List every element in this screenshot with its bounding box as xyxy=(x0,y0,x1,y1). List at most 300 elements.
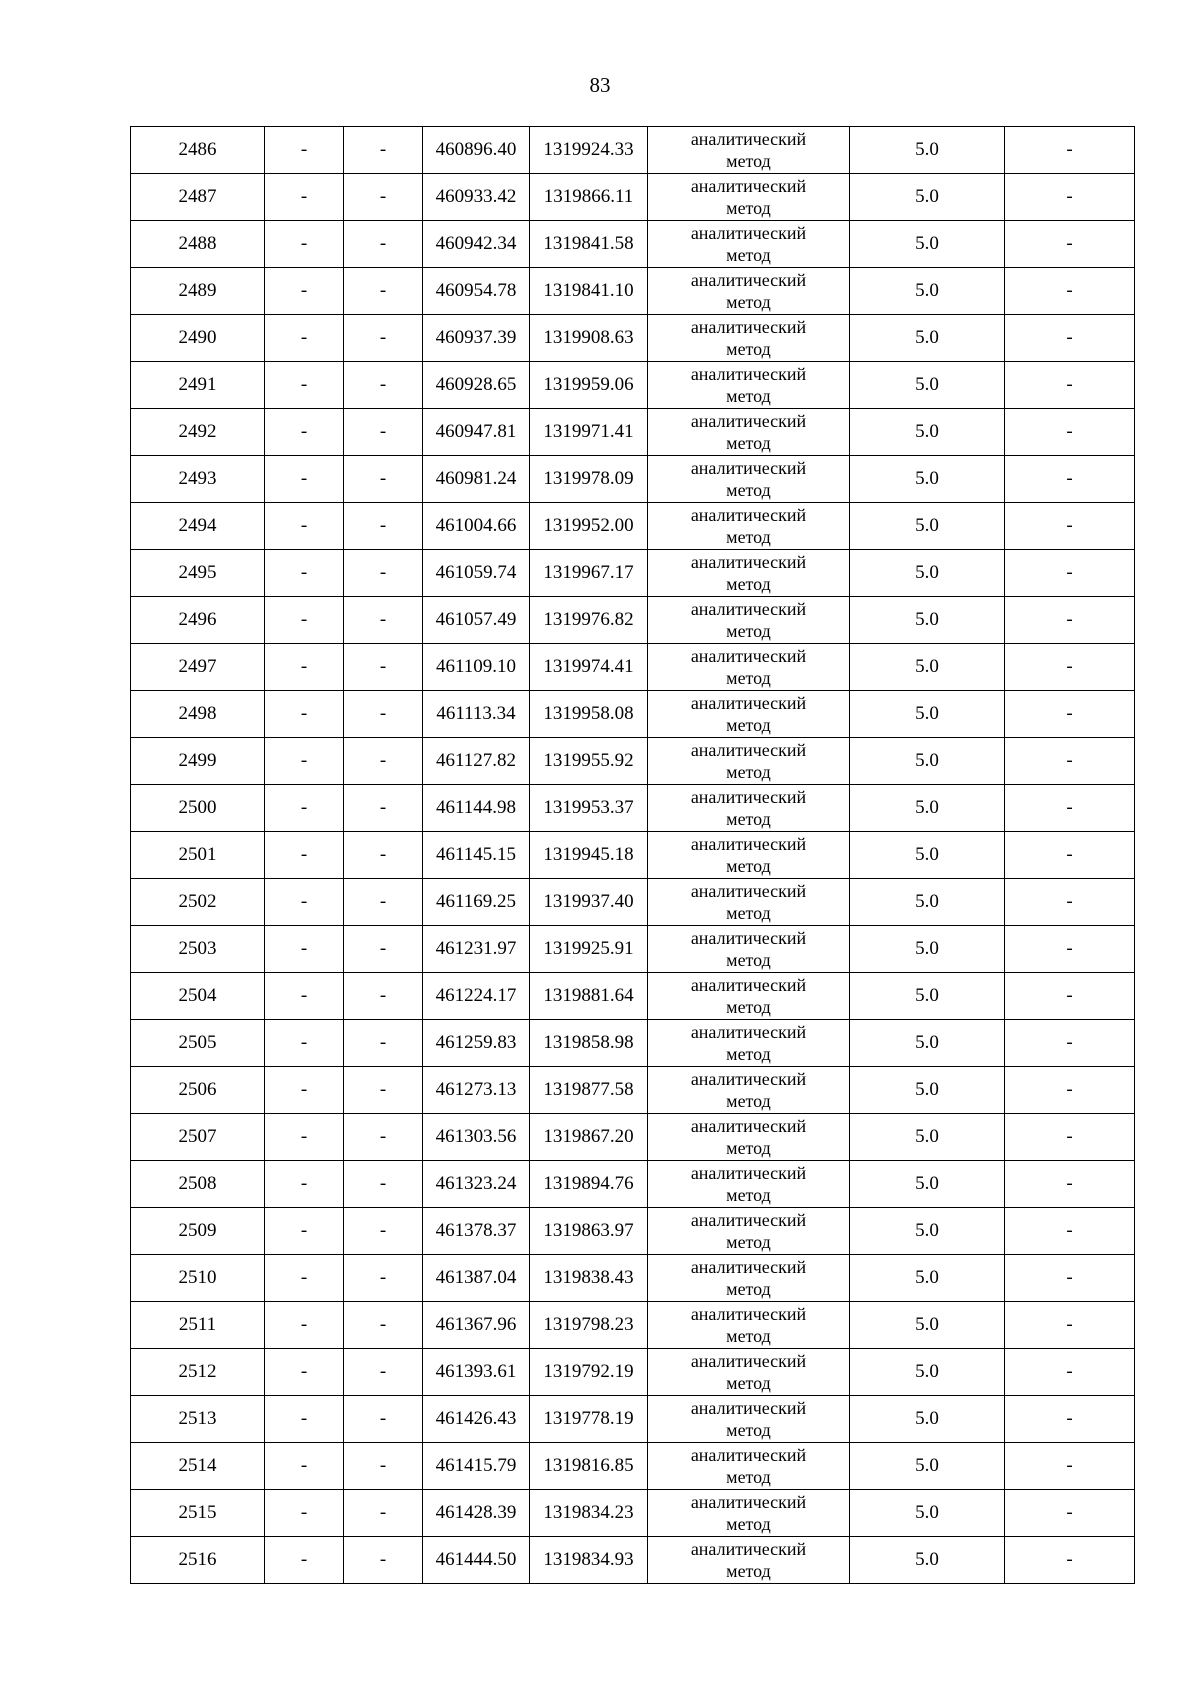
y-coordinate-cell: 1319971.41 xyxy=(530,409,648,456)
method-cell xyxy=(648,1161,850,1208)
point-number-cell: 2501 xyxy=(131,832,265,879)
point-number-cell: 2487 xyxy=(131,174,265,221)
method-line-2: метод xyxy=(726,245,771,265)
x-coordinate-cell: 461444.50 xyxy=(423,1537,530,1584)
empty-dash-cell: - xyxy=(344,738,423,785)
empty-dash-cell: - xyxy=(344,1208,423,1255)
empty-dash-cell: - xyxy=(344,832,423,879)
method-line-1: аналитический xyxy=(690,317,807,337)
table-row xyxy=(131,127,1135,174)
method-line-1: аналитический xyxy=(690,223,807,243)
method-line-1: аналитический xyxy=(690,505,807,525)
y-coordinate-cell: 1319881.64 xyxy=(530,973,648,1020)
empty-dash-cell: - xyxy=(265,1208,344,1255)
empty-dash-cell: - xyxy=(265,597,344,644)
point-number-cell: 2506 xyxy=(131,1067,265,1114)
table-row xyxy=(131,503,1135,550)
table-row xyxy=(131,1443,1135,1490)
method-line-1: аналитический xyxy=(690,129,807,149)
method-line-2: метод xyxy=(726,668,771,688)
description-dash-cell: - xyxy=(1005,127,1135,174)
method-line-1: аналитический xyxy=(690,176,807,196)
method-line-1: аналитический xyxy=(690,1539,807,1559)
description-dash-cell: - xyxy=(1005,1349,1135,1396)
method-line-1: аналитический xyxy=(690,1210,807,1230)
description-dash-cell: - xyxy=(1005,1537,1135,1584)
description-dash-cell: - xyxy=(1005,1114,1135,1161)
empty-dash-cell: - xyxy=(265,550,344,597)
method-line-2: метод xyxy=(726,1138,771,1158)
method-line-1: аналитический xyxy=(690,1351,807,1371)
y-coordinate-cell: 1319841.10 xyxy=(530,268,648,315)
table-row xyxy=(131,785,1135,832)
x-coordinate-cell: 461059.74 xyxy=(423,550,530,597)
empty-dash-cell: - xyxy=(265,644,344,691)
description-dash-cell: - xyxy=(1005,738,1135,785)
method-cell xyxy=(648,1067,850,1114)
empty-dash-cell: - xyxy=(344,1396,423,1443)
method-line-2: метод xyxy=(726,621,771,641)
accuracy-cell: 5.0 xyxy=(850,456,1005,503)
method-cell xyxy=(648,738,850,785)
description-dash-cell: - xyxy=(1005,268,1135,315)
accuracy-cell: 5.0 xyxy=(850,503,1005,550)
table-row xyxy=(131,973,1135,1020)
x-coordinate-cell: 460947.81 xyxy=(423,409,530,456)
accuracy-cell: 5.0 xyxy=(850,1443,1005,1490)
method-line-2: метод xyxy=(726,198,771,218)
table-row xyxy=(131,1490,1135,1537)
description-dash-cell: - xyxy=(1005,1067,1135,1114)
method-cell xyxy=(648,1114,850,1161)
empty-dash-cell: - xyxy=(344,1302,423,1349)
x-coordinate-cell: 461378.37 xyxy=(423,1208,530,1255)
point-number-cell: 2515 xyxy=(131,1490,265,1537)
method-cell xyxy=(648,597,850,644)
x-coordinate-cell: 461387.04 xyxy=(423,1255,530,1302)
y-coordinate-cell: 1319924.33 xyxy=(530,127,648,174)
method-line-1: аналитический xyxy=(690,975,807,995)
description-dash-cell: - xyxy=(1005,315,1135,362)
method-line-2: метод xyxy=(726,339,771,359)
method-line-2: метод xyxy=(726,1467,771,1487)
description-dash-cell: - xyxy=(1005,879,1135,926)
point-number-cell: 2504 xyxy=(131,973,265,1020)
point-number-cell: 2497 xyxy=(131,644,265,691)
y-coordinate-cell: 1319978.09 xyxy=(530,456,648,503)
table-row xyxy=(131,409,1135,456)
y-coordinate-cell: 1319798.23 xyxy=(530,1302,648,1349)
accuracy-cell: 5.0 xyxy=(850,268,1005,315)
coordinates-table xyxy=(130,126,1135,1584)
method-line-2: метод xyxy=(726,1185,771,1205)
description-dash-cell: - xyxy=(1005,832,1135,879)
empty-dash-cell: - xyxy=(344,362,423,409)
table-row xyxy=(131,1255,1135,1302)
y-coordinate-cell: 1319834.23 xyxy=(530,1490,648,1537)
table-row xyxy=(131,268,1135,315)
point-number-cell: 2508 xyxy=(131,1161,265,1208)
x-coordinate-cell: 460942.34 xyxy=(423,221,530,268)
method-line-2: метод xyxy=(726,1514,771,1534)
description-dash-cell: - xyxy=(1005,1396,1135,1443)
x-coordinate-cell: 461057.49 xyxy=(423,597,530,644)
description-dash-cell: - xyxy=(1005,1020,1135,1067)
point-number-cell: 2513 xyxy=(131,1396,265,1443)
accuracy-cell: 5.0 xyxy=(850,1302,1005,1349)
accuracy-cell: 5.0 xyxy=(850,1114,1005,1161)
y-coordinate-cell: 1319976.82 xyxy=(530,597,648,644)
method-line-2: метод xyxy=(726,856,771,876)
x-coordinate-cell: 461428.39 xyxy=(423,1490,530,1537)
description-dash-cell: - xyxy=(1005,1302,1135,1349)
method-cell xyxy=(648,1255,850,1302)
empty-dash-cell: - xyxy=(344,691,423,738)
x-coordinate-cell: 461426.43 xyxy=(423,1396,530,1443)
method-line-2: метод xyxy=(726,386,771,406)
accuracy-cell: 5.0 xyxy=(850,1067,1005,1114)
accuracy-cell: 5.0 xyxy=(850,550,1005,597)
table-row xyxy=(131,832,1135,879)
empty-dash-cell: - xyxy=(265,1161,344,1208)
y-coordinate-cell: 1319974.41 xyxy=(530,644,648,691)
accuracy-cell: 5.0 xyxy=(850,597,1005,644)
method-cell xyxy=(648,926,850,973)
description-dash-cell: - xyxy=(1005,1255,1135,1302)
table-row xyxy=(131,1208,1135,1255)
empty-dash-cell: - xyxy=(265,691,344,738)
empty-dash-cell: - xyxy=(344,503,423,550)
empty-dash-cell: - xyxy=(344,550,423,597)
x-coordinate-cell: 461393.61 xyxy=(423,1349,530,1396)
method-line-2: метод xyxy=(726,903,771,923)
x-coordinate-cell: 460928.65 xyxy=(423,362,530,409)
point-number-cell: 2507 xyxy=(131,1114,265,1161)
method-line-1: аналитический xyxy=(690,1445,807,1465)
method-line-1: аналитический xyxy=(690,928,807,948)
y-coordinate-cell: 1319834.93 xyxy=(530,1537,648,1584)
point-number-cell: 2511 xyxy=(131,1302,265,1349)
y-coordinate-cell: 1319877.58 xyxy=(530,1067,648,1114)
empty-dash-cell: - xyxy=(344,926,423,973)
method-cell xyxy=(648,644,850,691)
method-line-1: аналитический xyxy=(690,1492,807,1512)
empty-dash-cell: - xyxy=(265,1443,344,1490)
empty-dash-cell: - xyxy=(344,1161,423,1208)
empty-dash-cell: - xyxy=(344,315,423,362)
method-line-1: аналитический xyxy=(690,364,807,384)
y-coordinate-cell: 1319958.08 xyxy=(530,691,648,738)
method-line-1: аналитический xyxy=(690,740,807,760)
description-dash-cell: - xyxy=(1005,1490,1135,1537)
table-row xyxy=(131,315,1135,362)
method-cell xyxy=(648,409,850,456)
table-row xyxy=(131,738,1135,785)
method-line-2: метод xyxy=(726,574,771,594)
method-line-1: аналитический xyxy=(690,834,807,854)
method-line-2: метод xyxy=(726,527,771,547)
point-number-cell: 2486 xyxy=(131,127,265,174)
point-number-cell: 2514 xyxy=(131,1443,265,1490)
empty-dash-cell: - xyxy=(344,268,423,315)
empty-dash-cell: - xyxy=(344,174,423,221)
accuracy-cell: 5.0 xyxy=(850,926,1005,973)
empty-dash-cell: - xyxy=(344,1443,423,1490)
accuracy-cell: 5.0 xyxy=(850,1255,1005,1302)
x-coordinate-cell: 461144.98 xyxy=(423,785,530,832)
point-number-cell: 2498 xyxy=(131,691,265,738)
empty-dash-cell: - xyxy=(265,503,344,550)
method-cell xyxy=(648,315,850,362)
page-number: 83 xyxy=(589,73,611,97)
empty-dash-cell: - xyxy=(265,456,344,503)
x-coordinate-cell: 461109.10 xyxy=(423,644,530,691)
table-row xyxy=(131,597,1135,644)
method-line-1: аналитический xyxy=(690,646,807,666)
x-coordinate-cell: 461224.17 xyxy=(423,973,530,1020)
point-number-cell: 2491 xyxy=(131,362,265,409)
method-line-2: метод xyxy=(726,292,771,312)
method-line-2: метод xyxy=(726,762,771,782)
method-cell xyxy=(648,1208,850,1255)
method-cell xyxy=(648,1443,850,1490)
y-coordinate-cell: 1319816.85 xyxy=(530,1443,648,1490)
method-cell xyxy=(648,1396,850,1443)
method-cell xyxy=(648,503,850,550)
accuracy-cell: 5.0 xyxy=(850,973,1005,1020)
description-dash-cell: - xyxy=(1005,1208,1135,1255)
point-number-cell: 2494 xyxy=(131,503,265,550)
empty-dash-cell: - xyxy=(344,644,423,691)
method-line-2: метод xyxy=(726,1279,771,1299)
method-cell xyxy=(648,456,850,503)
empty-dash-cell: - xyxy=(265,409,344,456)
accuracy-cell: 5.0 xyxy=(850,1490,1005,1537)
x-coordinate-cell: 461273.13 xyxy=(423,1067,530,1114)
y-coordinate-cell: 1319945.18 xyxy=(530,832,648,879)
empty-dash-cell: - xyxy=(265,127,344,174)
description-dash-cell: - xyxy=(1005,362,1135,409)
table-row xyxy=(131,221,1135,268)
description-dash-cell: - xyxy=(1005,174,1135,221)
method-cell xyxy=(648,973,850,1020)
empty-dash-cell: - xyxy=(344,456,423,503)
accuracy-cell: 5.0 xyxy=(850,1396,1005,1443)
table-row xyxy=(131,550,1135,597)
empty-dash-cell: - xyxy=(265,315,344,362)
method-cell xyxy=(648,127,850,174)
point-number-cell: 2505 xyxy=(131,1020,265,1067)
x-coordinate-cell: 460981.24 xyxy=(423,456,530,503)
table-row xyxy=(131,879,1135,926)
y-coordinate-cell: 1319952.00 xyxy=(530,503,648,550)
y-coordinate-cell: 1319959.06 xyxy=(530,362,648,409)
method-cell xyxy=(648,362,850,409)
accuracy-cell: 5.0 xyxy=(850,785,1005,832)
method-line-2: метод xyxy=(726,950,771,970)
table-row xyxy=(131,1396,1135,1443)
accuracy-cell: 5.0 xyxy=(850,362,1005,409)
empty-dash-cell: - xyxy=(265,973,344,1020)
description-dash-cell: - xyxy=(1005,456,1135,503)
x-coordinate-cell: 461127.82 xyxy=(423,738,530,785)
empty-dash-cell: - xyxy=(265,926,344,973)
point-number-cell: 2489 xyxy=(131,268,265,315)
x-coordinate-cell: 461367.96 xyxy=(423,1302,530,1349)
empty-dash-cell: - xyxy=(265,738,344,785)
x-coordinate-cell: 460954.78 xyxy=(423,268,530,315)
empty-dash-cell: - xyxy=(265,1537,344,1584)
x-coordinate-cell: 460937.39 xyxy=(423,315,530,362)
empty-dash-cell: - xyxy=(265,1067,344,1114)
method-line-1: аналитический xyxy=(690,1022,807,1042)
method-line-2: метод xyxy=(726,1232,771,1252)
empty-dash-cell: - xyxy=(265,1255,344,1302)
method-line-1: аналитический xyxy=(690,1304,807,1324)
point-number-cell: 2499 xyxy=(131,738,265,785)
point-number-cell: 2503 xyxy=(131,926,265,973)
method-line-1: аналитический xyxy=(690,599,807,619)
y-coordinate-cell: 1319838.43 xyxy=(530,1255,648,1302)
point-number-cell: 2510 xyxy=(131,1255,265,1302)
accuracy-cell: 5.0 xyxy=(850,127,1005,174)
method-line-2: метод xyxy=(726,1044,771,1064)
table-row xyxy=(131,456,1135,503)
empty-dash-cell: - xyxy=(265,1020,344,1067)
empty-dash-cell: - xyxy=(344,1490,423,1537)
table-row xyxy=(131,174,1135,221)
method-cell xyxy=(648,1302,850,1349)
point-number-cell: 2516 xyxy=(131,1537,265,1584)
accuracy-cell: 5.0 xyxy=(850,738,1005,785)
y-coordinate-cell: 1319867.20 xyxy=(530,1114,648,1161)
point-number-cell: 2492 xyxy=(131,409,265,456)
accuracy-cell: 5.0 xyxy=(850,221,1005,268)
empty-dash-cell: - xyxy=(344,597,423,644)
y-coordinate-cell: 1319841.58 xyxy=(530,221,648,268)
x-coordinate-cell: 461113.34 xyxy=(423,691,530,738)
table-row xyxy=(131,1067,1135,1114)
y-coordinate-cell: 1319894.76 xyxy=(530,1161,648,1208)
method-cell xyxy=(648,550,850,597)
accuracy-cell: 5.0 xyxy=(850,832,1005,879)
method-line-2: метод xyxy=(726,1420,771,1440)
table-row xyxy=(131,1114,1135,1161)
accuracy-cell: 5.0 xyxy=(850,409,1005,456)
method-cell xyxy=(648,785,850,832)
method-line-1: аналитический xyxy=(690,270,807,290)
method-line-2: метод xyxy=(726,1326,771,1346)
empty-dash-cell: - xyxy=(344,409,423,456)
y-coordinate-cell: 1319953.37 xyxy=(530,785,648,832)
description-dash-cell: - xyxy=(1005,550,1135,597)
method-line-1: аналитический xyxy=(690,693,807,713)
method-cell xyxy=(648,832,850,879)
point-number-cell: 2509 xyxy=(131,1208,265,1255)
accuracy-cell: 5.0 xyxy=(850,1349,1005,1396)
table-row xyxy=(131,926,1135,973)
empty-dash-cell: - xyxy=(344,221,423,268)
empty-dash-cell: - xyxy=(265,785,344,832)
method-line-1: аналитический xyxy=(690,1398,807,1418)
method-line-1: аналитический xyxy=(690,881,807,901)
table-row xyxy=(131,1537,1135,1584)
empty-dash-cell: - xyxy=(265,832,344,879)
method-cell xyxy=(648,1349,850,1396)
empty-dash-cell: - xyxy=(265,174,344,221)
accuracy-cell: 5.0 xyxy=(850,1161,1005,1208)
method-line-1: аналитический xyxy=(690,1116,807,1136)
method-line-2: метод xyxy=(726,997,771,1017)
accuracy-cell: 5.0 xyxy=(850,879,1005,926)
table-row xyxy=(131,1349,1135,1396)
empty-dash-cell: - xyxy=(344,785,423,832)
point-number-cell: 2512 xyxy=(131,1349,265,1396)
y-coordinate-cell: 1319908.63 xyxy=(530,315,648,362)
accuracy-cell: 5.0 xyxy=(850,691,1005,738)
description-dash-cell: - xyxy=(1005,926,1135,973)
method-line-2: метод xyxy=(726,433,771,453)
x-coordinate-cell: 461303.56 xyxy=(423,1114,530,1161)
x-coordinate-cell: 461415.79 xyxy=(423,1443,530,1490)
accuracy-cell: 5.0 xyxy=(850,315,1005,362)
method-cell xyxy=(648,268,850,315)
point-number-cell: 2490 xyxy=(131,315,265,362)
empty-dash-cell: - xyxy=(344,1255,423,1302)
description-dash-cell: - xyxy=(1005,597,1135,644)
y-coordinate-cell: 1319863.97 xyxy=(530,1208,648,1255)
accuracy-cell: 5.0 xyxy=(850,174,1005,221)
method-line-1: аналитический xyxy=(690,458,807,478)
description-dash-cell: - xyxy=(1005,644,1135,691)
empty-dash-cell: - xyxy=(344,1349,423,1396)
method-line-2: метод xyxy=(726,715,771,735)
point-number-cell: 2500 xyxy=(131,785,265,832)
y-coordinate-cell: 1319792.19 xyxy=(530,1349,648,1396)
table-row xyxy=(131,644,1135,691)
point-number-cell: 2493 xyxy=(131,456,265,503)
accuracy-cell: 5.0 xyxy=(850,1208,1005,1255)
description-dash-cell: - xyxy=(1005,1443,1135,1490)
x-coordinate-cell: 461231.97 xyxy=(423,926,530,973)
y-coordinate-cell: 1319955.92 xyxy=(530,738,648,785)
empty-dash-cell: - xyxy=(344,127,423,174)
x-coordinate-cell: 460896.40 xyxy=(423,127,530,174)
table-row xyxy=(131,1302,1135,1349)
empty-dash-cell: - xyxy=(344,1020,423,1067)
empty-dash-cell: - xyxy=(344,1537,423,1584)
table-body xyxy=(131,127,1135,1584)
x-coordinate-cell: 461323.24 xyxy=(423,1161,530,1208)
method-line-1: аналитический xyxy=(690,411,807,431)
empty-dash-cell: - xyxy=(265,1302,344,1349)
empty-dash-cell: - xyxy=(344,973,423,1020)
method-line-1: аналитический xyxy=(690,1069,807,1089)
description-dash-cell: - xyxy=(1005,785,1135,832)
method-cell xyxy=(648,691,850,738)
empty-dash-cell: - xyxy=(344,1114,423,1161)
empty-dash-cell: - xyxy=(265,1396,344,1443)
description-dash-cell: - xyxy=(1005,409,1135,456)
table-row xyxy=(131,362,1135,409)
method-line-2: метод xyxy=(726,480,771,500)
point-number-cell: 2488 xyxy=(131,221,265,268)
method-line-2: метод xyxy=(726,151,771,171)
method-line-2: метод xyxy=(726,809,771,829)
empty-dash-cell: - xyxy=(265,362,344,409)
empty-dash-cell: - xyxy=(265,879,344,926)
y-coordinate-cell: 1319866.11 xyxy=(530,174,648,221)
